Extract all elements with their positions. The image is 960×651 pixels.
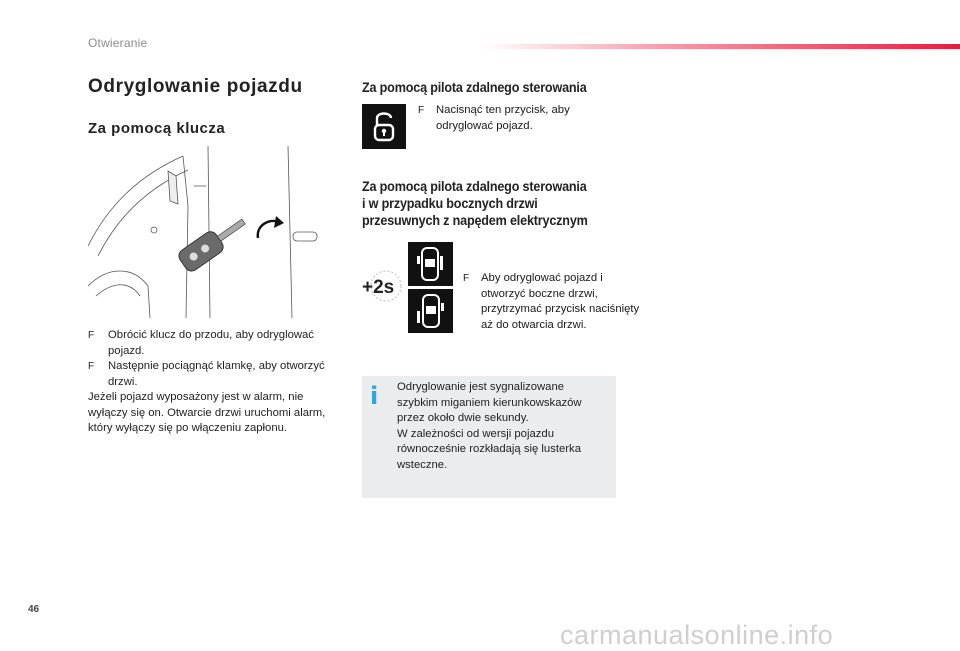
- bullet-mark: F: [418, 105, 425, 116]
- list-item: F Następnie pociągnąć klamkę, aby otworzyć drzwi.: [88, 360, 325, 388]
- page-title: Odryglowanie pojazdu: [88, 76, 303, 97]
- car-door-key-illustration: [88, 146, 324, 318]
- sliding-door-instruction: F Aby odryglować pojazd i otworzyć boczne drzwi, przytrzymać przycisk naciśnięty aż do otwarcia drzwi.: [463, 272, 640, 331]
- sliding-door-open-icon: [408, 289, 453, 333]
- bullet-mark: F: [88, 330, 95, 341]
- bullet-mark: F: [88, 361, 95, 372]
- hold-two-seconds-badge: +2s: [360, 268, 404, 308]
- sliding-door-open-icon: [408, 242, 453, 286]
- list-item: F Obrócić klucz do przodu, aby odryglować pojazd.: [88, 329, 314, 357]
- info-icon: i: [370, 382, 379, 410]
- key-section-title: Za pomocą klucza: [88, 120, 226, 137]
- unlock-button-icon: [362, 104, 406, 149]
- alarm-note: Jeżeli pojazd wyposażony jest w alarm, nie wyłączy się on. Otwarcie drzwi uruchomi alarm, który wyłączy się po włączeniu zapłonu.: [88, 391, 326, 434]
- bullet-mark: F: [463, 273, 470, 284]
- remote-section-title: Za pomocą pilota zdalnego sterowania: [362, 79, 587, 95]
- watermark: carmanualsonline.info: [560, 620, 834, 650]
- info-text: Odryglowanie jest sygnalizowane szybkim miganiem kierunkowskazów przez około dwie sekundy. W zależności od wersji pojazdu równocześnie rozkładają się lusterka wsteczne.: [397, 381, 582, 471]
- page-number: 46: [28, 604, 40, 615]
- sliding-door-section-title: Za pomocą pilota zdalnego sterowania i w przypadku bocznych drzwi przesuwnych z napędem elektrycznym: [362, 178, 588, 228]
- header-accent-bar: [480, 44, 960, 49]
- remote-instruction: F Nacisnąć ten przycisk, aby odryglować pojazd.: [418, 104, 570, 132]
- key-instructions: [88, 328, 344, 437]
- section-name: Otwieranie: [88, 36, 148, 50]
